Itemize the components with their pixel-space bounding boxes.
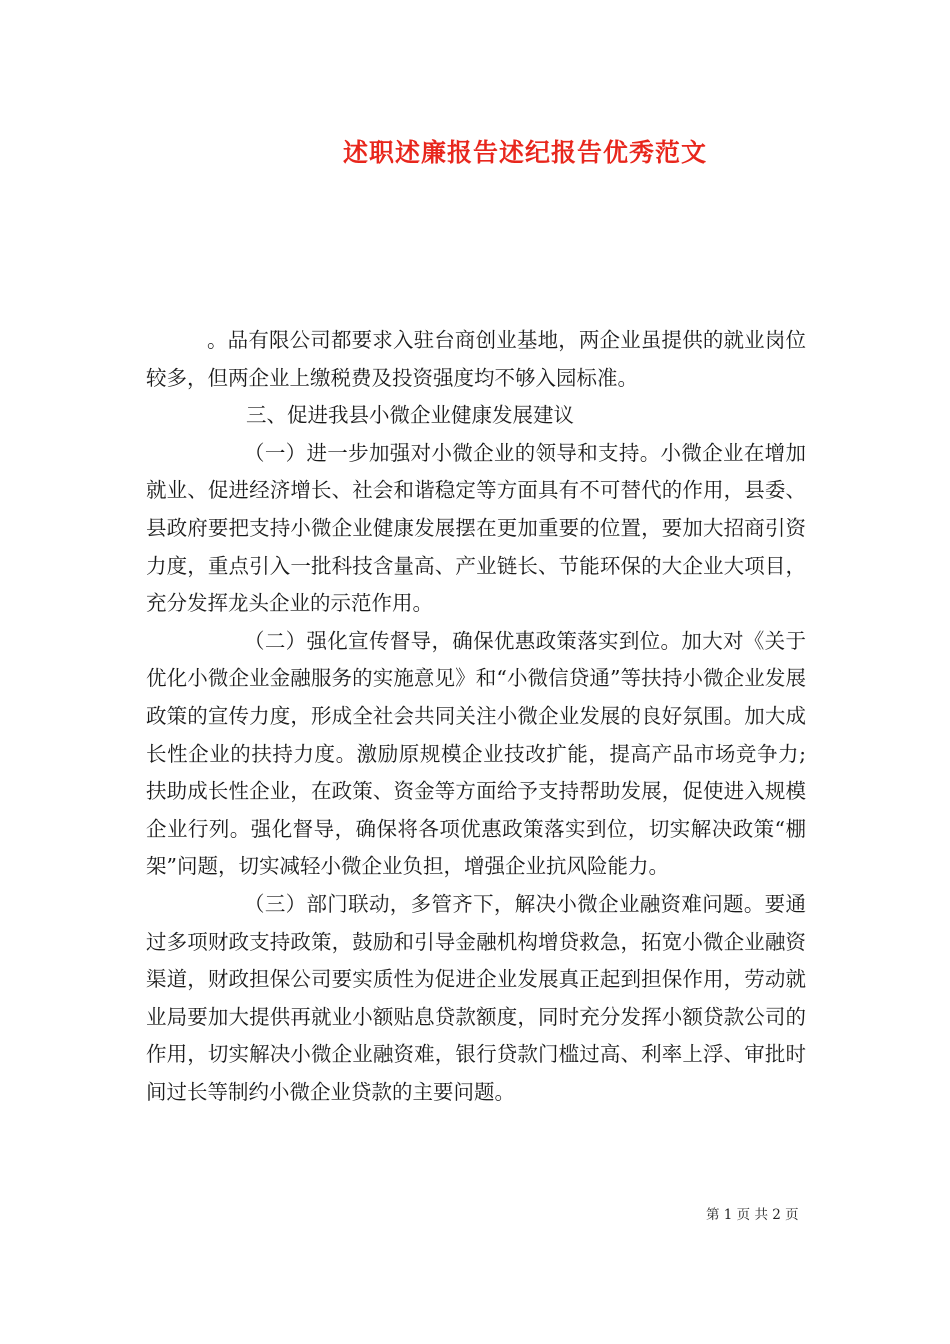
paragraph-point-2: （二）强化宣传督导，确保优惠政策落实到位。加大对《关于优化小微企业金融服务的实施意见》和“小微信贷通”等扶持小微企业发展政策的宣传力度，形成全社会共同关注小微企业发展的良好氛围。加大成长性企业的扶持力度。激励原规模企业技改扩能，提高产品市场竞争力;扶助成长性企业，在政策、资金等方面给予支持帮助发展，促使进入规模企业行列。强化督导，确保将各项优惠政策落实到位，切实解决政策“棚架”问题，切实减轻小微企业负担，增强企业抗风险能力。 [146, 628, 806, 879]
page-number-footer: 第 1 页 共 2 页 [706, 1207, 799, 1223]
paragraph-point-3: （三）部门联动，多管齐下，解决小微企业融资难问题。要通过多项财政支持政策，鼓励和引导金融机构增贷救急，拓宽小微企业融资渠道，财政担保公司要实质性为促进企业发展真正起到担保作用，劳动就业局要加大提供再就业小额贴息贷款额度，同时充分发挥小额贷款公司的作用，切实解决小微企业融资难，银行贷款门槛过高、利率上浮、审批时间过长等制约小微企业贷款的主要问题。 [146, 891, 806, 1104]
paragraph-point-1: （一）进一步加强对小微企业的领导和支持。小微企业在增加就业、促进经济增长、社会和谐稳定等方面具有不可替代的作用，县委、县政府要把支持小微企业健康发展摆在更加重要的位置，要加大招商引资力度，重点引入一批科技含量高、产业链长、节能环保的大企业大项目，充分发挥龙头企业的示范作用。 [146, 440, 806, 616]
document-title: 述职述廉报告述纪报告优秀范文 [342, 138, 707, 167]
document-body [146, 322, 806, 1111]
section-heading: 三、促进我县小微企业健康发展建议 [246, 403, 574, 428]
paragraph-intro: 。品有限公司都要求入驻台商创业基地，两企业虽提供的就业岗位较多，但两企业上缴税费及投资强度均不够入园标准。 [146, 328, 806, 390]
